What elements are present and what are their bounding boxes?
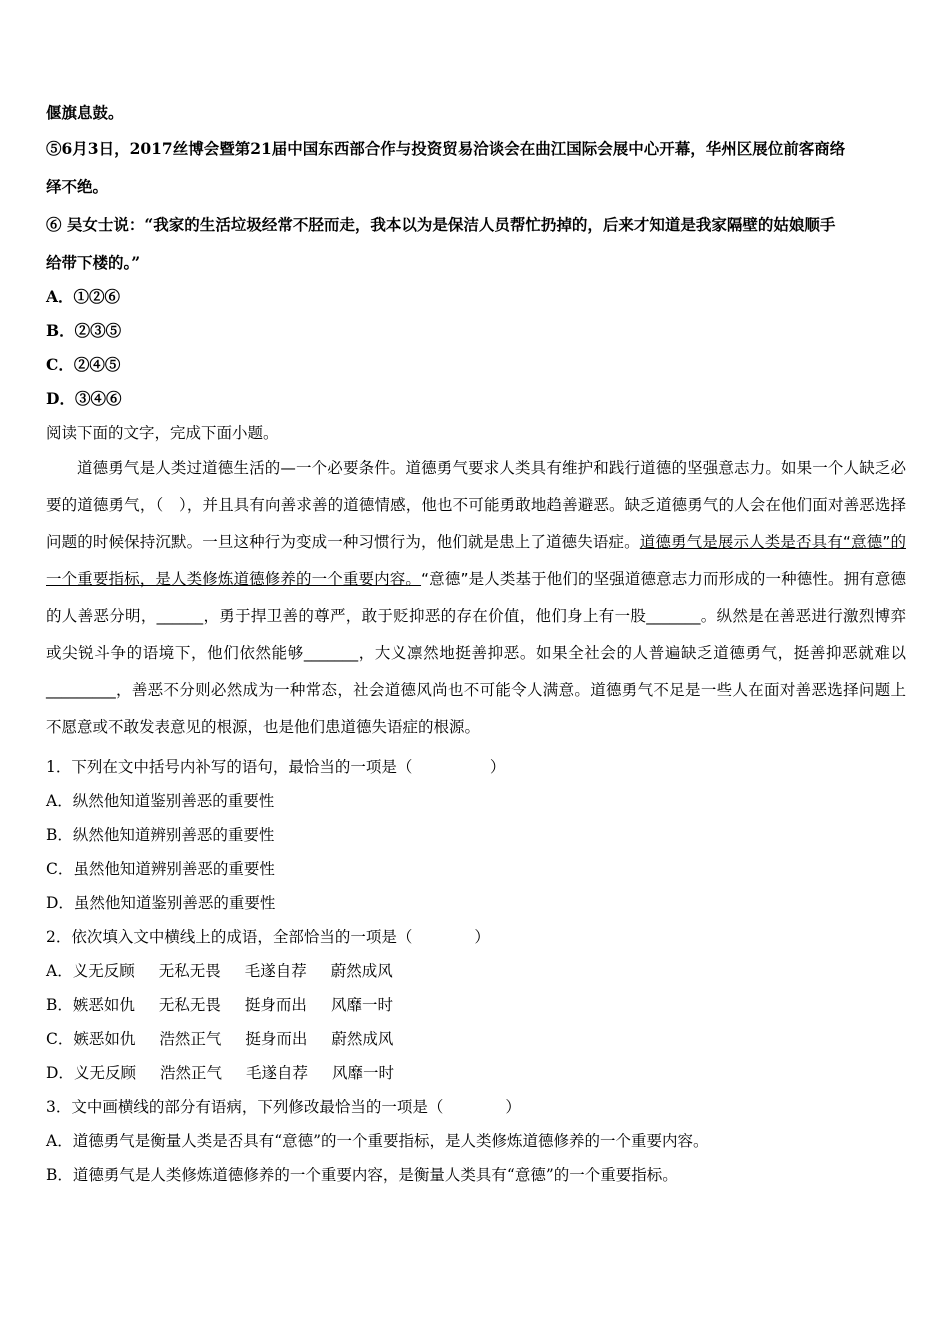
idiom: 蔚然成风 — [331, 1030, 394, 1048]
idiom: 蔚然成风 — [330, 962, 393, 980]
passage-part-1: 道德勇气是人类过道德生活的—一个必要条件。道德勇气要求人类具有维护和践行道德的坚强意志力。如果一个人缺乏必要的道德勇气，（ ），并且具有向善求善的道德情感，他也不可能勇敢地趋善避恶。缺乏道德勇气的人会在他们面对善恶选择问题的时候保持沉默。一旦这种行为变成一种习惯行为，他们就是患上了道德失语症。 — [46, 459, 906, 551]
idiom: 无私无畏 — [158, 996, 221, 1014]
question-1-option-a: A．纵然他知道鉴别善恶的重要性 — [46, 792, 275, 810]
question-3-stem: 3．文中画横线的部分有语病，下列修改最恰当的一项是（ ） — [46, 1098, 521, 1116]
question-3-option-b: B．道德勇气是人类修炼道德修养的一个重要内容，是衡量人类具有“意德”的一个重要指标。 — [46, 1166, 678, 1184]
question-2-option-b — [46, 988, 906, 1022]
text-line: ⑤6月3日，2017丝博会暨第21届中国东西部合作与投资贸易洽谈会在曲江国际会展中心开幕，华州区展位前客商络 — [46, 139, 846, 158]
option-b: B．②③⑤ — [46, 321, 122, 340]
idiom: 无私无畏 — [158, 962, 221, 980]
reading-intro: 阅读下面的文字，完成下面小题。 — [46, 424, 279, 442]
question-2-option-d — [46, 1056, 906, 1090]
idiom: 风靡一时 — [331, 1064, 394, 1082]
idiom: 毛遂自荐 — [245, 1064, 308, 1082]
question-2-option-c — [46, 1022, 906, 1056]
passage — [46, 450, 906, 746]
question-1-option-b: B．纵然他知道辨别善恶的重要性 — [46, 826, 275, 844]
question-3-option-a: A．道德勇气是衡量人类是否具有“意德”的一个重要指标，是人类修炼道德修养的一个重要内容。 — [46, 1132, 709, 1150]
option-d: D．③④⑥ — [46, 389, 122, 408]
underlined-sentence: 道德勇气是展示人类是否具有“意德”的一个重要指标，是人类修炼道德修养的一个重要内容。 — [46, 533, 906, 588]
idiom: 毛遂自荐 — [244, 962, 307, 980]
question-1-option-d: D．虽然他知道鉴别善恶的重要性 — [46, 894, 276, 912]
text-line: 绎不绝。 — [46, 177, 109, 196]
question-1-stem: 1．下列在文中括号内补写的语句，最恰当的一项是（ ） — [46, 758, 506, 776]
idiom: 风靡一时 — [330, 996, 393, 1014]
idiom: 嫉恶如仇 — [73, 1030, 136, 1048]
idiom: 挺身而出 — [245, 1030, 308, 1048]
option-c: C．②④⑤ — [46, 355, 121, 374]
idiom: 义无反顾 — [72, 962, 135, 980]
question-2-option-a — [46, 954, 906, 988]
text-line: 给带下楼的。” — [46, 253, 141, 272]
option-a: A．①②⑥ — [46, 287, 121, 306]
question-1-option-c: C．虽然他知道辨别善恶的重要性 — [46, 860, 275, 878]
option-label: B． — [46, 996, 73, 1014]
passage-part-2: “意德”是人类基于他们的坚强道德意志力而形成的一种德性。拥有意德的人善恶分明，______，勇于捍卫善的尊严，敢于贬抑恶的存在价值，他们身上有一股_______。纵然是在善恶进行激烈博弈或尖锐斗争的语境下，他们依然能够_______，大义凛然地挺善抑恶。如果全社会的人普遍缺乏道德勇气，挺善抑恶就难以_________，善恶不分则必然成为一种常态，社会道德风尚也不可能令人满意。道德勇气不足是一些人在面对善恶选择问题上不愿意或不敢发表意见的根源，也是他们患道德失语症的根源。 — [46, 570, 906, 736]
option-label: A． — [46, 962, 73, 980]
document-page — [46, 96, 906, 1192]
idiom: 挺身而出 — [244, 996, 307, 1014]
question-2-stem: 2．依次填入文中横线上的成语，全部恰当的一项是（ ） — [46, 928, 490, 946]
option-label: C． — [46, 1030, 74, 1048]
idiom: 嫉恶如仇 — [72, 996, 135, 1014]
idiom: 义无反顾 — [73, 1064, 136, 1082]
text-line: 偃旗息鼓。 — [46, 103, 124, 122]
idiom: 浩然正气 — [159, 1030, 222, 1048]
option-label: D． — [46, 1064, 74, 1082]
idiom: 浩然正气 — [159, 1064, 222, 1082]
text-line: ⑥ 吴女士说：“我家的生活垃圾经常不胫而走，我本以为是保洁人员帮忙扔掉的，后来才知道是我家隔壁的姑娘顺手 — [46, 215, 836, 234]
